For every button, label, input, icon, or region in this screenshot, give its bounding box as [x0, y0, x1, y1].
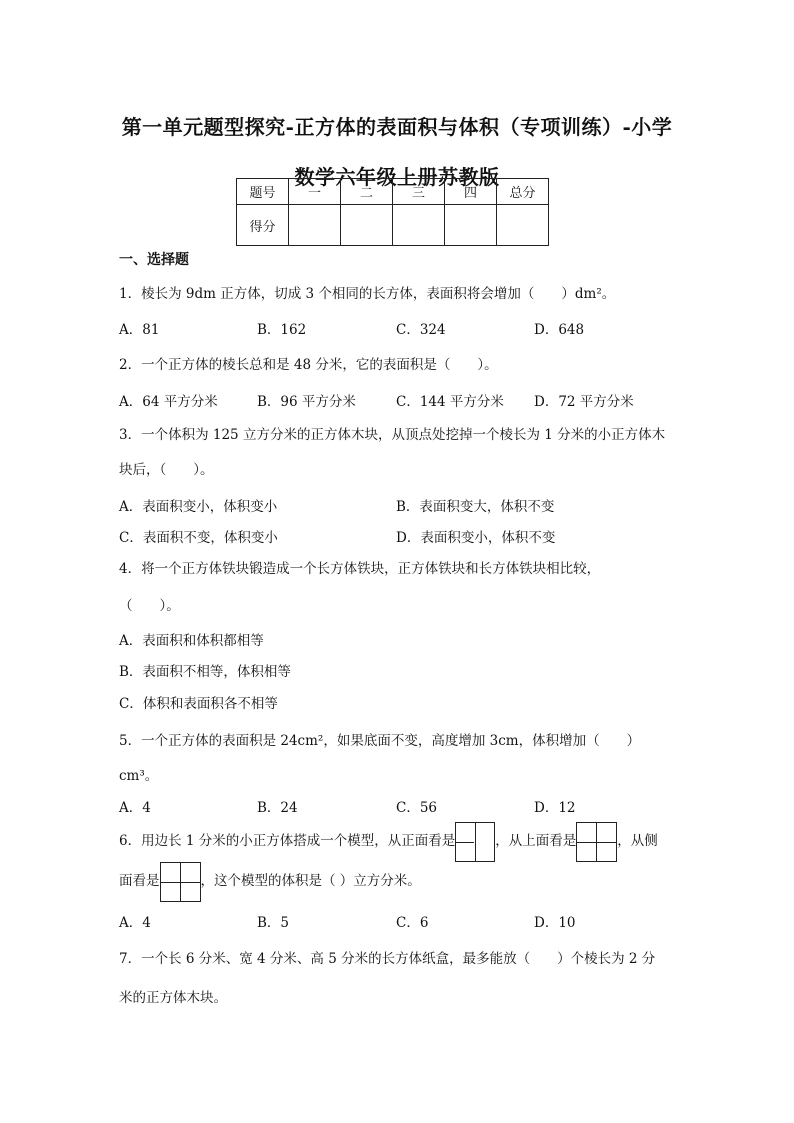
question-3-line-2: 块后，（ ）。: [119, 462, 214, 478]
q3-option-c[interactable]: C．表面积不变，体积变小: [119, 530, 278, 546]
q6-option-b[interactable]: B．5: [257, 915, 290, 931]
score-input-cell[interactable]: [497, 205, 549, 246]
q6-text-part-4: 面看是: [119, 873, 160, 889]
top-view-figure: [576, 822, 617, 862]
q4-option-b[interactable]: B．表面积不相等，体积相等: [119, 664, 291, 680]
question-6-line-2: [119, 861, 421, 902]
question-2-text: 2．一个正方体的棱长总和是 48 分米，它的表面积是（ ）。: [119, 357, 498, 373]
question-6-line-1: [119, 821, 658, 862]
score-table: [236, 178, 549, 246]
q6-option-a[interactable]: A．4: [119, 915, 151, 931]
q6-option-c[interactable]: C．6: [396, 915, 429, 931]
question-7-line-2: 米的正方体木块。: [119, 990, 227, 1006]
q6-text-part-5: ，这个模型的体积是（ ）立方分米。: [200, 873, 421, 889]
question-5-line-1: 5．一个正方体的表面积是 24cm²，如果底面不变，高度增加 3cm，体积增加（ ）: [119, 733, 641, 749]
q6-option-d[interactable]: D．10: [534, 915, 576, 931]
q5-option-d[interactable]: D．12: [534, 800, 576, 816]
q2-option-b[interactable]: B．96 平方分米: [257, 394, 356, 410]
score-input-cell[interactable]: [393, 205, 445, 246]
score-header-cell: 二: [341, 179, 393, 205]
title-line-2: 数学六年级上册苏教版: [294, 165, 500, 189]
question-1-text: 1．棱长为 9dm 正方体，切成 3 个相同的长方体，表面积将会增加（ ）dm²。: [119, 286, 616, 302]
score-input-cell[interactable]: [341, 205, 393, 246]
score-row-label: 得分: [237, 205, 289, 246]
q2-option-d[interactable]: D．72 平方分米: [534, 394, 634, 410]
score-input-cell[interactable]: [289, 205, 341, 246]
title-line-1: 第一单元题型探究-正方体的表面积与体积（专项训练）-小学: [121, 115, 673, 139]
score-header-cell: 题号: [237, 179, 289, 205]
q2-option-c[interactable]: C．144 平方分米: [396, 394, 504, 410]
score-header-cell: 三: [393, 179, 445, 205]
q3-option-a[interactable]: A．表面积变小，体积变小: [119, 499, 278, 515]
q2-option-a[interactable]: A．64 平方分米: [119, 394, 218, 410]
question-3-line-1: 3．一个体积为 125 立方分米的正方体木块，从顶点处挖掉一个棱长为 1 分米的小正方体木: [119, 427, 666, 443]
q1-option-a[interactable]: A．81: [119, 322, 160, 338]
question-4-line-2: （ ）。: [119, 598, 180, 614]
section-heading: 一、选择题: [119, 252, 189, 268]
score-input-cell[interactable]: [445, 205, 497, 246]
q3-option-b[interactable]: B．表面积变大，体积不变: [396, 499, 555, 515]
q1-option-c[interactable]: C．324: [396, 322, 446, 338]
score-header-cell: 四: [445, 179, 497, 205]
q5-option-c[interactable]: C．56: [396, 800, 438, 816]
q4-option-a[interactable]: A．表面积和体积都相等: [119, 633, 264, 649]
q5-option-b[interactable]: B．24: [257, 800, 298, 816]
question-7-line-1: 7．一个长 6 分米、宽 4 分米、高 5 分米的长方体纸盒，最多能放（ ）个棱长为 2 分: [119, 951, 656, 967]
q1-option-d[interactable]: D．648: [534, 322, 585, 338]
q6-text-part-3: ，从侧: [617, 833, 658, 849]
q6-text-part-1: 6．用边长 1 分米的小正方体搭成一个模型，从正面看是: [119, 833, 456, 849]
q1-option-b[interactable]: B．162: [257, 322, 307, 338]
q4-option-c[interactable]: C．体积和表面积各不相等: [119, 696, 278, 712]
q3-option-d[interactable]: D．表面积变小，体积不变: [396, 530, 556, 546]
front-view-figure: [455, 822, 495, 862]
score-header-cell: 一: [289, 179, 341, 205]
q6-text-part-2: ，从上面看是: [495, 833, 577, 849]
question-4-line-1: 4．将一个正方体铁块锻造成一个长方体铁块，正方体铁块和长方体铁块相比较，: [119, 561, 601, 577]
side-view-figure: [160, 862, 201, 902]
question-5-line-2: cm³。: [119, 768, 159, 784]
q5-option-a[interactable]: A．4: [119, 800, 151, 816]
score-header-cell: 总分: [497, 179, 549, 205]
